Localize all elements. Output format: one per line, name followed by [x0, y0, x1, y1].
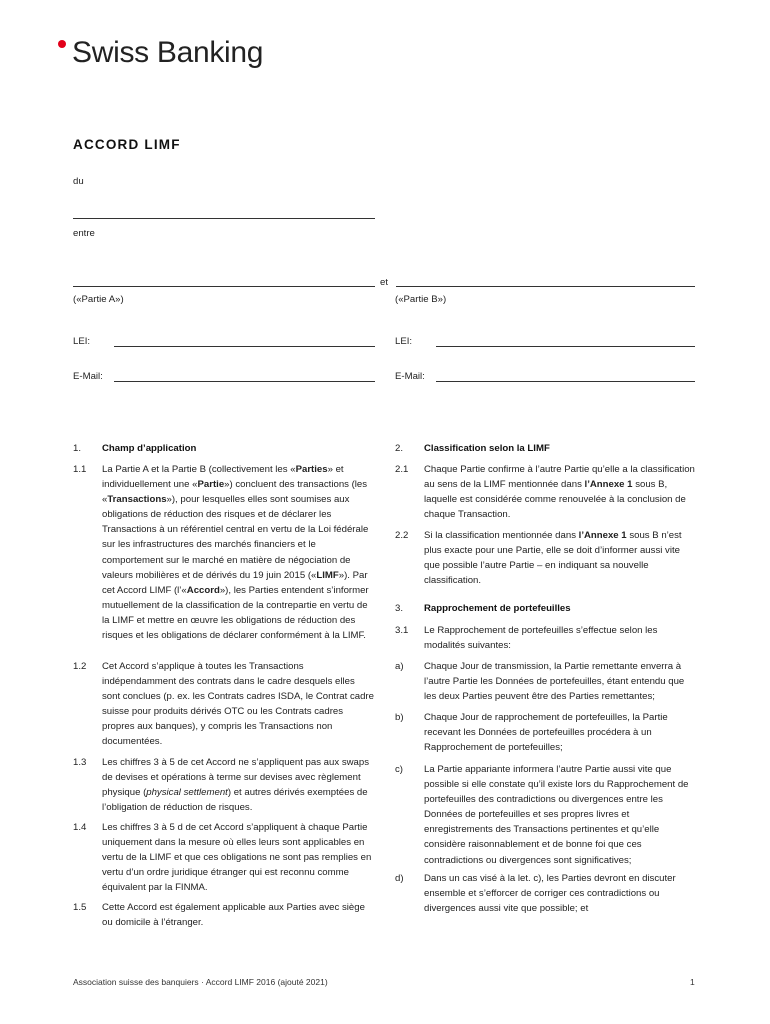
party-b-label: («Partie B») [395, 294, 447, 305]
et-label: et [380, 277, 389, 288]
party-b-email-line [436, 381, 695, 382]
clause-1-5-number: 1.5 [73, 902, 87, 913]
brand-logo: Swiss Banking [72, 36, 264, 69]
party-a-name-line [73, 286, 375, 287]
party-b-email-label: E-Mail: [395, 371, 425, 382]
clause-2-2-text: Si la classification mentionnée dans l’Annexe 1 sous B n’est plus exacte pour une Partie, elle se doit d’informer aussi vite que possible l’autre Partie – en indiquant sa nouvelle classification. [424, 530, 682, 587]
du-label: du [73, 176, 84, 187]
clause-1-5-text: Cette Accord est également applicable aux Parties avec siège ou domicile à l’étranger. [102, 902, 365, 929]
clause-3-b-text: Chaque Jour de rapprochement de portefeuilles, la Partie recevant les Données de portefeuilles procédera à un Rapprochement de portefeuilles; [424, 712, 668, 754]
footer-text: Association suisse des banquiers · Accord LIMF 2016 (ajouté 2021) [73, 977, 328, 987]
section-3-number: 3. [395, 603, 404, 614]
section-1-number: 1. [73, 443, 82, 454]
document-title: ACCORD LIMF [73, 137, 181, 152]
party-b-lei-line [436, 346, 695, 347]
clause-1-2-text: Cet Accord s’applique à toutes les Transactions indépendamment des contrats dans le cadre desquels elles sont conclues (p. ex. les Contrats cadres ISDA, le Contrat cadre suisse pour produits dérivés OTC ou les Contrats cadres propres aux banques), y compris les Transactions non documentées. [102, 661, 374, 748]
entre-label: entre [73, 228, 95, 239]
brand-logo-dot [58, 40, 66, 48]
clause-1-4-number: 1.4 [73, 822, 87, 833]
page-number: 1 [690, 977, 695, 987]
party-a-lei-line [114, 346, 375, 347]
clause-2-2-number: 2.2 [395, 530, 409, 541]
clause-3-1-number: 3.1 [395, 625, 409, 636]
clause-3-1-text: Le Rapprochement de portefeuilles s’effectue selon les modalités suivantes: [424, 625, 658, 652]
clause-2-1-number: 2.1 [395, 464, 409, 475]
clause-3-d-number: d) [395, 873, 404, 884]
clause-1-4-text: Les chiffres 3 à 5 d de cet Accord s’appliquent à chaque Partie uniquement dans la mesure où elles leurs sont applicables en vertu de la LIMF et que ces obligations ne sont pas remplies en vertu d’un ordre juridique étranger qui est reconnu comme équivalent par la FINMA. [102, 822, 372, 894]
party-a-label: («Partie A») [73, 294, 124, 305]
section-2-number: 2. [395, 443, 404, 454]
clause-2-1-text: Chaque Partie confirme à l’autre Partie qu’elle a la classification au sens de la LIMF mentionnée dans l’Annexe 1 sous B, laquelle est considérée comme renouvelée à la conclusion de chaque Transaction. [424, 464, 695, 521]
clause-1-3-text: Les chiffres 3 à 5 de cet Accord ne s’appliquent pas aux swaps de devises et opérations à terme sur devises avec règlement physique (physical settlement) et autres dérivés exemptées de l’obligation de réduction de risques. [102, 757, 370, 814]
party-b-lei-label: LEI: [395, 336, 413, 347]
clause-3-c-text: La Partie appariante informera l’autre Partie aussi vite que possible si elle constate qu’il existe lors du Rapprochement de portefeuilles des contradictions ou divergences entre les Données de portefeuilles et ses propres livres et enregistrements des Transactions pertinentes et qu’elle considère raisonnablement et de bonne foi que ces contradictions ou divergences sont significatives; [424, 764, 689, 866]
clause-3-a-number: a) [395, 661, 404, 672]
party-a-email-label: E-Mail: [73, 371, 103, 382]
clause-1-1-text: La Partie A et la Partie B (collectivement les «Parties» et individuellement une «Partie») concluent des transactions (les «Transactions»), pour lesquelles elles sont soumises aux obligations de réduction des risques et de déclarer les Transactions à un référentiel central en vertu de la Loi fédérale sur les infrastructures des marchés financiers et le comportement sur le marché en matière de négociation de valeurs mobilières et de dérivés du 19 juin 2015 («LIMF»). Par cet Accord LIMF (l’«Accord»), les Parties entendent s’informer mutuellement de la classification de la contrepartie en vertu de la LIMF et mettre en œuvre les obligations de réduction des risques et les obligations de déclarer conformément à la LIMF. [102, 464, 369, 642]
clause-3-b-number: b) [395, 712, 404, 723]
section-2-title: Classification selon la LIMF [424, 443, 550, 454]
party-a-email-line [114, 381, 375, 382]
section-1-title: Champ d’application [102, 443, 197, 454]
party-a-lei-label: LEI: [73, 336, 91, 347]
clause-1-3-number: 1.3 [73, 757, 87, 768]
clause-1-1-number: 1.1 [73, 464, 87, 475]
section-3-title: Rapprochement de portefeuilles [424, 603, 571, 614]
du-line [73, 218, 375, 219]
clause-1-2-number: 1.2 [73, 661, 87, 672]
clause-3-c-number: c) [395, 764, 403, 775]
clause-3-d-text: Dans un cas visé à la let. c), les Parties devront en discuter ensemble et s’efforcer de corriger ces contradictions ou divergences aussi vite que possible; et [424, 873, 676, 915]
clause-3-a-text: Chaque Jour de transmission, la Partie remettante enverra à l’autre Partie les Données de portefeuilles, étant entendu que les deux Parties peuvent être des Parties remettantes; [424, 661, 685, 703]
party-b-name-line [396, 286, 695, 287]
